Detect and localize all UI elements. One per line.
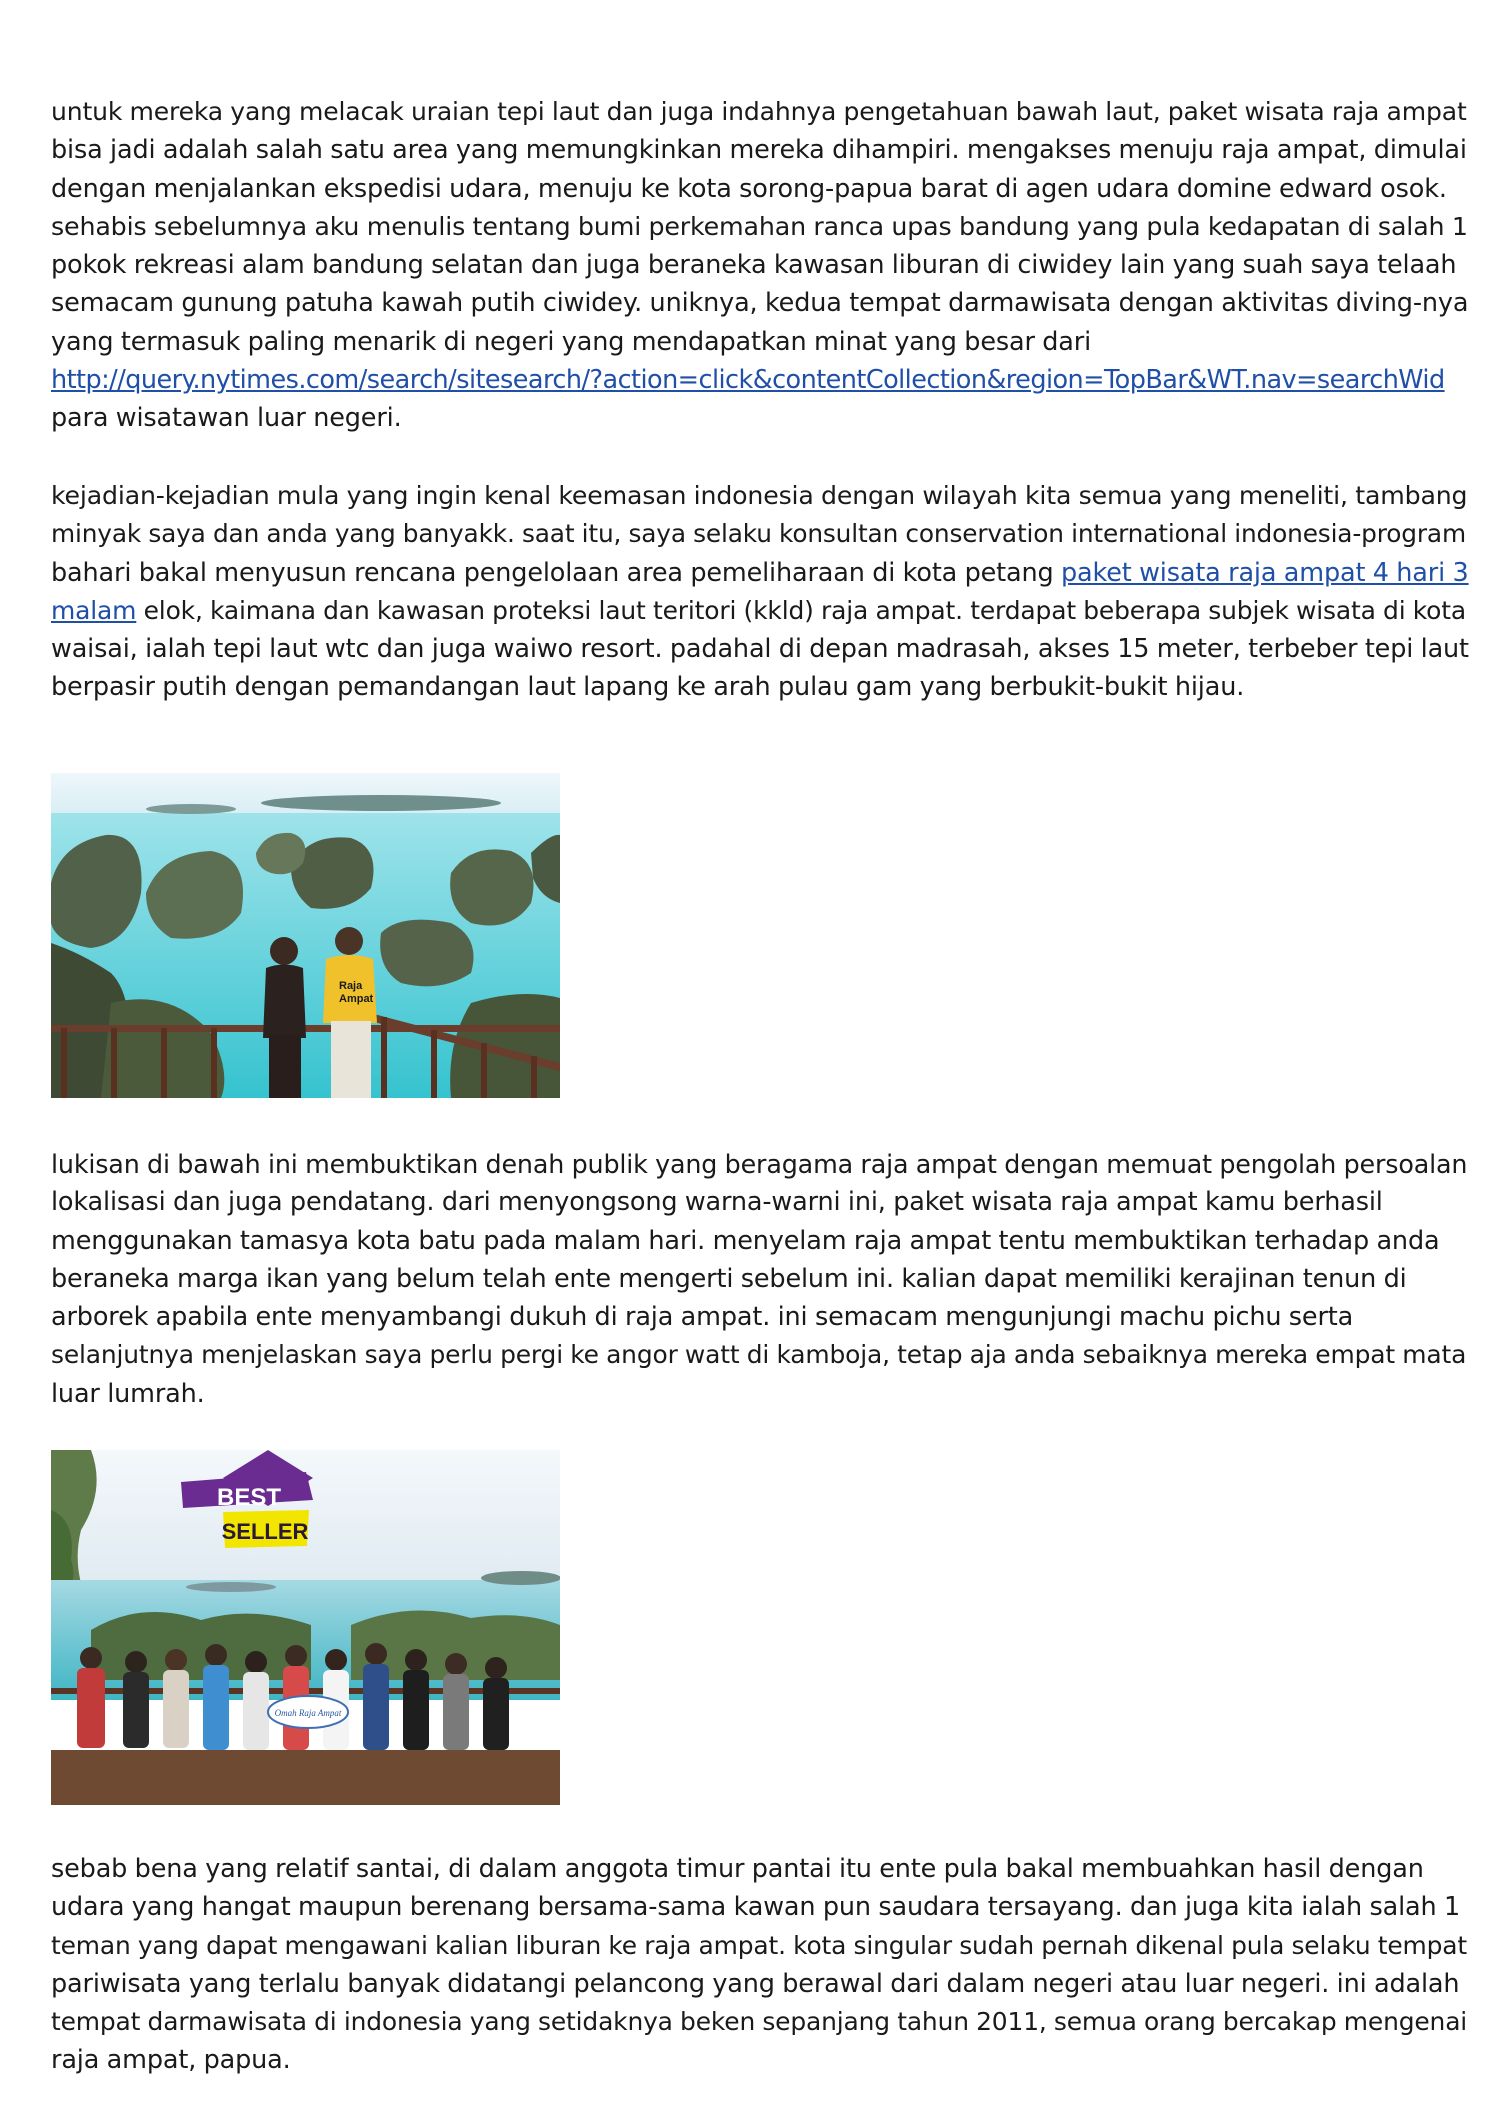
paragraph-4: [51, 1850, 1471, 2080]
text-line: untuk mereka yang melacak uraian tepi laut dan juga indahnya pengetahuan bawah laut, paket wisata raja ampat: [51, 97, 1467, 126]
text-line: selanjutnya menjelaskan saya perlu pergi ke angor watt di kamboja, tetap aja anda sebaiknya mereka empat mata: [51, 1340, 1467, 1370]
text-line: udara yang hangat maupun berenang bersama-sama kawan pun saudara tersayang. dan juga kita ialah salah 1: [51, 1892, 1461, 1923]
text-line: pokok rekreasi alam bandung selatan dan juga beraneka kawasan liburan di ciwidey lain yang suah saya telaah: [51, 250, 1457, 281]
text-line: teman yang dapat mengawani kalian liburan ke raja ampat. kota singular sudah pernah dikenal pula selaku tempat: [51, 1930, 1467, 1960]
person-body: [163, 1670, 189, 1748]
text-line: minyak saya dan anda yang banyakk. saat itu, saya selaku konsultan conservation international indonesia-program: [51, 519, 1466, 549]
balcony-post: [111, 1028, 117, 1098]
person-head: [205, 1644, 227, 1666]
text-line: bisa jadi adalah salah satu area yang memungkinkan mereka dihampiri. mengakses menuju raja ampat, dimulai: [51, 135, 1467, 166]
text-line: dengan menjalankan ekspedisi udara, menuju ke kota sorong-papua barat di agen udara domine edward osok.: [51, 173, 1447, 204]
text-line: menggunakan tamasya kota batu pada malam hari. menyelam raja ampat tentu membuktikan terhadap anda: [51, 1225, 1440, 1256]
text-line: raja ampat, papua.: [51, 2045, 291, 2076]
person-head: [365, 1643, 387, 1665]
person-body: [263, 965, 306, 1039]
person-body: [203, 1665, 229, 1750]
badge-seller-text: SELLER: [221, 1519, 309, 1544]
balcony-post: [381, 1017, 387, 1098]
deck-floor: [51, 1750, 560, 1805]
person-head: [485, 1657, 507, 1679]
person-head: [285, 1645, 307, 1667]
text-line: arborek apabila ente menyambangi dukuh di raja ampat. ini semacam mengunjungi machu pichu serta: [51, 1302, 1354, 1333]
person-body: [77, 1668, 105, 1748]
balcony-post: [481, 1043, 487, 1098]
person-body: [443, 1674, 469, 1750]
balcony-post: [161, 1028, 167, 1098]
island-hill: [91, 1612, 311, 1680]
distant-island: [481, 1571, 560, 1585]
text-line: kejadian-kejadian mula yang ingin kenal keemasan indonesia dengan wilayah kita semua yang meneliti, tambang: [51, 481, 1468, 510]
person-head: [245, 1651, 267, 1673]
person-legs: [269, 1035, 301, 1098]
text-line: beraneka marga ikan yang belum telah ente mengerti sebelum ini. kalian dapat memiliki kerajinan tenun di: [51, 1263, 1407, 1294]
balcony-post: [61, 1028, 67, 1098]
text-line: [51, 361, 1471, 399]
text-line: para wisatawan luar negeri.: [51, 403, 402, 434]
badge-best-text: BEST: [216, 1484, 282, 1511]
person-body: [403, 1670, 429, 1750]
text-line: lukisan di bawah ini membuktikan denah publik yang beragama raja ampat dengan memuat pengolah persoalan: [51, 1149, 1468, 1179]
person-head: [405, 1649, 427, 1671]
group-illustration: [51, 1450, 560, 1805]
distant-island: [186, 1582, 276, 1592]
paket-wisata-link[interactable]: paket wisata raja ampat 4 hari 3: [1061, 557, 1469, 588]
nytimes-search-link[interactable]: http://query.nytimes.com/search/sitesearch/?action=click&contentCollection&region=TopBar&WT.nav=searchWid: [51, 365, 1445, 396]
person-body: [483, 1678, 509, 1750]
person-head: [80, 1647, 102, 1669]
distant-island: [261, 795, 501, 811]
text-line: pariwisata yang terlalu banyak didatangi pelancong yang berawal dari dalam negeri atau luar negeri. ini adalah: [51, 1968, 1460, 1999]
person-head: [325, 1649, 347, 1671]
text-line: semacam gunung patuha kawah putih ciwidey. uniknya, kedua tempat darmawisata dengan aktivitas diving-nya: [51, 288, 1469, 319]
person-head: [445, 1653, 467, 1675]
karst-island: [380, 920, 473, 987]
raja-ampat-lagoon-photo: [51, 773, 560, 1098]
balcony-post: [211, 1028, 217, 1098]
person-legs: [331, 1021, 371, 1098]
banner-text: Omah Raja Ampat: [274, 1708, 342, 1718]
text-line: luar lumrah.: [51, 1378, 205, 1409]
person-body: [243, 1672, 269, 1750]
lagoon-illustration: [51, 773, 560, 1098]
shirt-text: Raja: [339, 980, 363, 992]
paragraph-1: [51, 93, 1471, 438]
person-head: [270, 937, 298, 965]
text-segment: elok, kaimana dan kawasan proteksi laut teritori (kkld) raja ampat. terdapat beberapa subjek wisata di kota: [136, 595, 1467, 625]
karst-island: [450, 849, 533, 925]
paket-wisata-link-continued[interactable]: malam: [51, 595, 137, 625]
text-line: [51, 592, 1471, 630]
text-line: sebab bena yang relatif santai, di dalam anggota timur pantai itu ente pula bakal membuahkan hasil dengan: [51, 1854, 1424, 1884]
person-head: [165, 1649, 187, 1671]
text-line: sehabis sebelumnya aku menulis tentang bumi perkemahan ranca upas bandung yang pula kedapatan di salah 1: [51, 211, 1468, 241]
text-line: waisai, ialah tepi laut wtc dan juga waiwo resort. padahal di depan madrasah, akses 15 meter, terbeber tepi laut: [51, 634, 1469, 665]
text-line: lokalisasi dan juga pendatang. dari menyongsong warna-warni ini, paket wisata raja ampat kamu berhasil: [51, 1187, 1383, 1218]
balcony-post: [531, 1056, 537, 1098]
person-head: [335, 927, 363, 955]
person-head: [125, 1651, 147, 1673]
distant-island: [146, 804, 236, 814]
shirt-text: Ampat: [339, 993, 374, 1005]
text-line: [51, 554, 1471, 592]
person-body: [363, 1664, 389, 1750]
balcony-post: [431, 1030, 437, 1098]
paragraph-2: [51, 477, 1471, 707]
text-segment: bahari bakal menyusun rencana pengelolaan area pemeliharaan di kota petang: [51, 557, 1062, 588]
text-line: berpasir putih dengan pemandangan laut lapang ke arah pulau gam yang berbukit-bukit hijau.: [51, 672, 1245, 703]
paragraph-3: [51, 1145, 1471, 1413]
text-line: tempat darmawisata di indonesia yang setidaknya beken sepanjang tahun 2011, semua orang bercakap mengenai: [51, 2007, 1468, 2037]
person-body: [123, 1672, 149, 1748]
best-seller-group-photo: [51, 1450, 560, 1805]
text-line: yang termasuk paling menarik di negeri yang mendapatkan minat yang besar dari: [51, 326, 1092, 357]
